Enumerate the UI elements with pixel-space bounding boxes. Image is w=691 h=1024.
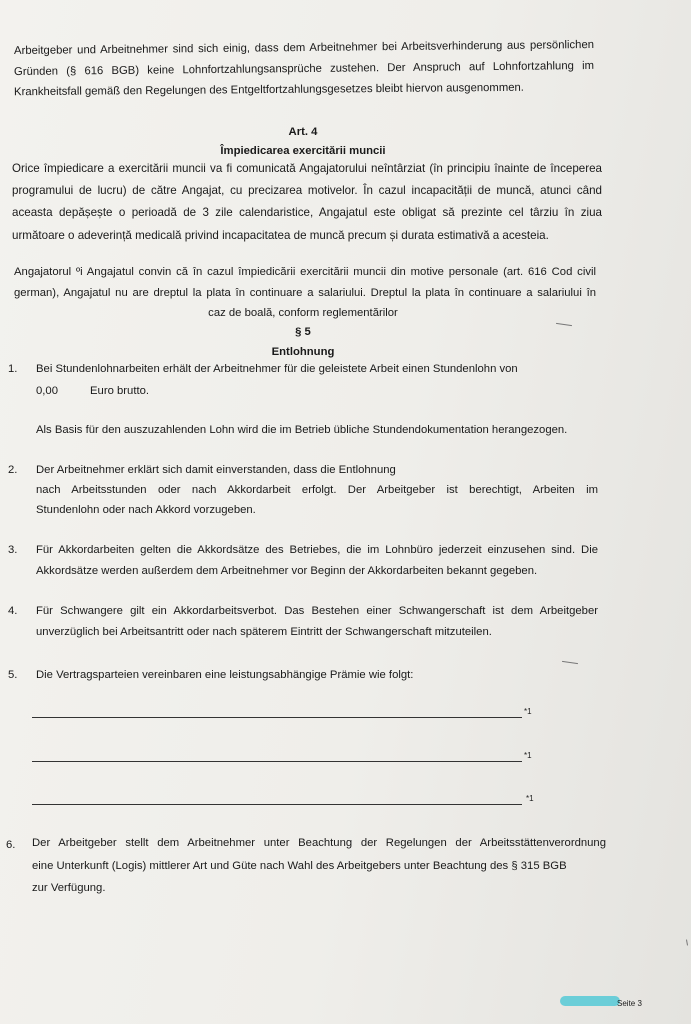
item-6-line-1: Der Arbeitgeber stellt dem Arbeitnehmer unter Beachtung der Regelungen der Arbeitsstättenverordnung <box>32 837 606 849</box>
intro-line-1: Arbeitgeber und Arbeitnehmer sind sich einig, dass dem Arbeitnehmer bei Arbeitsverhinderung aus persönlichen <box>13 38 595 58</box>
item-4-line-1: Für Schwangere gilt ein Akkordarbeitsverbot. Das Bestehen einer Schwangerschaft ist dem Arbeitgeber <box>36 605 598 617</box>
footnote-mark-3: *1 <box>526 794 534 803</box>
item-1-currency: Euro brutto. <box>90 385 150 397</box>
art4-heading: Art. 4 <box>288 126 318 138</box>
item-3-line-1: Für Akkordarbeiten gelten die Akkordsätze des Betriebes, die im Lohnbüro jederzeit einzusehen sind. Die <box>36 544 598 556</box>
footnote-mark-1: *1 <box>524 707 532 716</box>
item-3-number: 3. <box>8 544 18 556</box>
art4-para2-line-1: Angajatorul ºi Angajatul convin că în cazul împiedicării exercitării muncii din motive personale (art. 616 Cod civil <box>14 266 596 278</box>
item-2-line-3: Stundenlohn oder nach Akkord vorzugeben. <box>36 504 256 516</box>
art4-para1-line-3: aceasta depășește o perioadă de 3 zile calendaristice, Angajatul este obligat să prezinte cel târziu în ziua <box>12 206 602 219</box>
item-1-amount: 0,00 <box>36 385 58 397</box>
s5-heading: § 5 <box>295 326 311 338</box>
premium-blank-line-2 <box>32 761 522 762</box>
art4-title: Împiedicarea exercitării muncii <box>220 145 386 157</box>
art4-para1-line-1: Orice împiedicare a exercitării muncii va fi comunicată Angajatorului neîntârziat (în principiu înainte de începerea <box>12 162 602 175</box>
art4-para1-line-4: următoare o adeverință medicală privind incapacitatea de muncă precum și durata estimativă a acesteia. <box>12 229 549 242</box>
item-6-number: 6. <box>6 839 16 851</box>
page-number: Seite 3 <box>617 999 642 1008</box>
s5-title: Entlohnung <box>271 346 335 358</box>
item-4-line-2: unverzüglich bei Arbeitsantritt oder nach späterem Eintritt der Schwangerschaft mitzuteilen. <box>36 626 492 638</box>
pen-mark <box>686 939 688 945</box>
item-6-line-3: zur Verfügung. <box>32 882 106 894</box>
item-2-line-2: nach Arbeitsstunden oder nach Akkordarbeit erfolgt. Der Arbeitgeber ist berechtigt, Arbeiten im <box>36 484 598 496</box>
intro-line-3: Krankheitsfall gemäß den Regelungen des Entgeltfortzahlungsgesetzes bleibt hiervon ausgenommen. <box>13 81 524 99</box>
art4-para2-line-3: caz de boală, conform reglementărilor <box>208 307 398 319</box>
item-4-number: 4. <box>8 605 18 617</box>
item-5-line-1: Die Vertragsparteien vereinbaren eine leistungsabhängige Prämie wie folgt: <box>36 669 414 681</box>
item-3-line-2: Akkordsätze werden außerdem dem Arbeitnehmer vor Beginn der Akkordarbeiten bekannt gegeben. <box>36 565 538 577</box>
item-1-line-1: Bei Stundenlohnarbeiten erhält der Arbeitnehmer für die geleistete Arbeit einen Stundenlohn von <box>36 363 518 375</box>
footnote-mark-2: *1 <box>524 751 532 760</box>
item-2-number: 2. <box>8 464 18 476</box>
intro-line-2: Gründen (§ 616 BGB) keine Lohnfortzahlungsansprüche zustehen. Der Anspruch auf Lohnfortzahlung im <box>13 59 595 79</box>
pen-mark <box>562 661 578 664</box>
premium-blank-line-3 <box>32 804 522 805</box>
item-2-line-1: Der Arbeitnehmer erklärt sich damit einverstanden, dass die Entlohnung <box>36 464 396 476</box>
art4-para1-line-2: programului de lucru) de către Angajat, cu precizarea motivelor. În cazul incapacității de muncă, atunci când <box>12 184 602 197</box>
item-1-extra: Als Basis für den auszuzahlenden Lohn wird die im Betrieb übliche Stundendokumentation herangezogen. <box>36 424 568 436</box>
item-1-number: 1. <box>8 363 18 375</box>
item-6-line-2: eine Unterkunft (Logis) mittlerer Art und Güte nach Wahl des Arbeitgebers unter Beachtung des § 315 BGB <box>32 860 567 872</box>
art4-para2-line-2: german), Angajatul nu are dreptul la plata în continuare a salariului. Dreptul la plata în continuare a salariului în <box>14 287 596 299</box>
premium-blank-line-1 <box>32 717 522 718</box>
highlighter-smudge <box>560 996 620 1006</box>
item-5-number: 5. <box>8 669 18 681</box>
